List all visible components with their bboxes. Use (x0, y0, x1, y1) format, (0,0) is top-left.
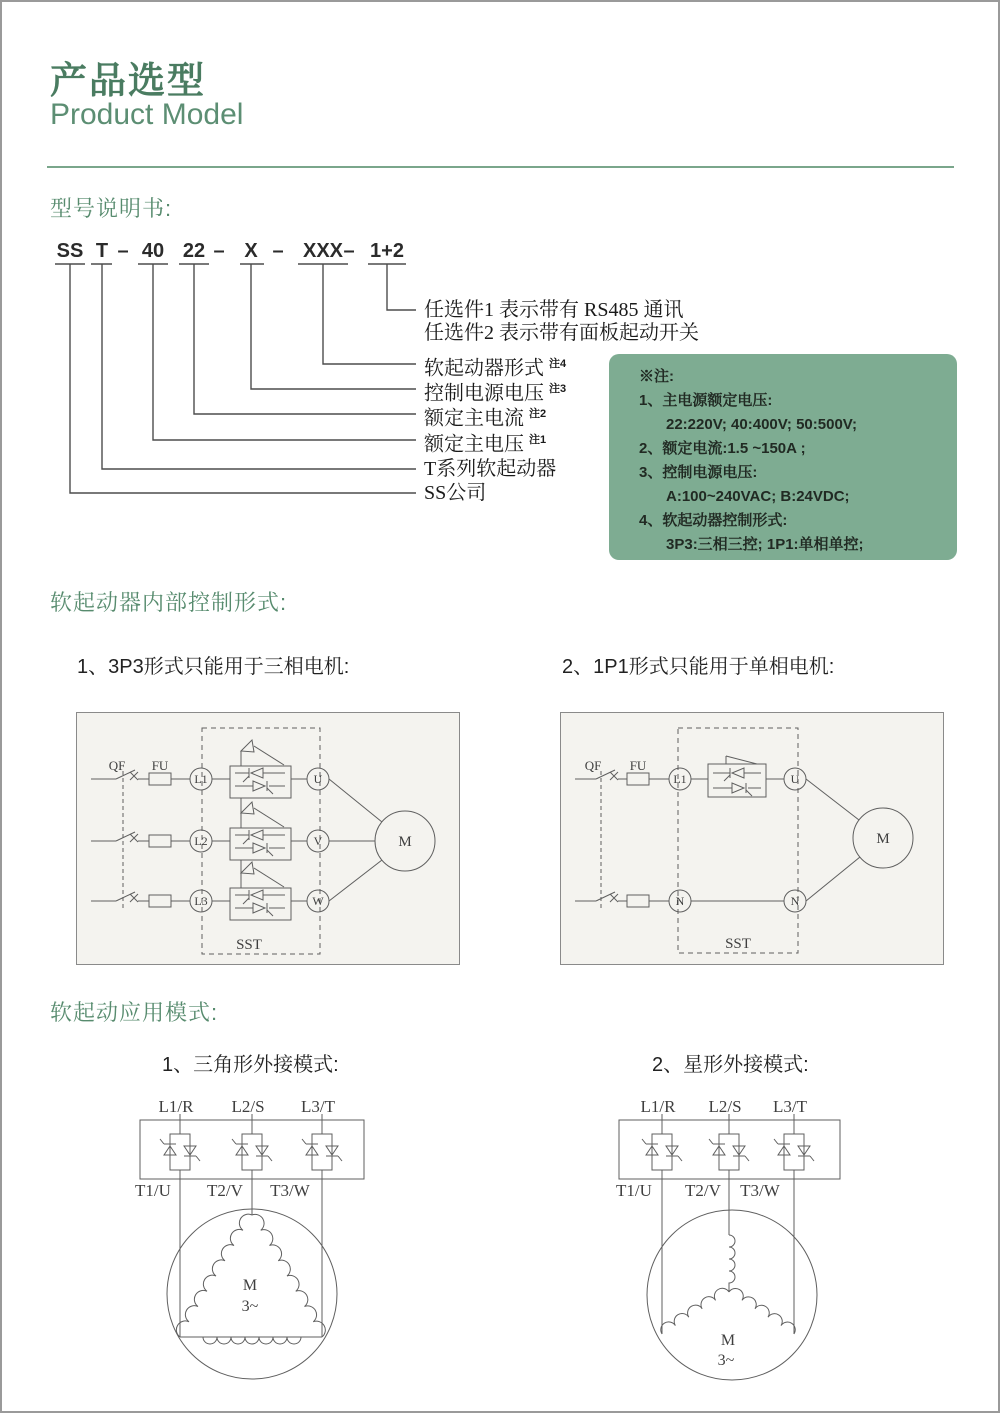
notes-box (609, 354, 957, 560)
code-seg-dash2: – (213, 240, 225, 262)
callout-rated-current-text: 额定主电流 (424, 407, 524, 430)
terminal-l3t: L3/T (301, 1097, 335, 1116)
motor-label: M (876, 831, 890, 847)
code-seg-series: T (95, 240, 109, 262)
terminal-l3t: L3/T (773, 1097, 807, 1116)
code-seg-current: 22 (182, 240, 206, 262)
motor-label: M (242, 1277, 258, 1294)
input-terminal-n: N (675, 894, 685, 908)
callout-t-series (424, 457, 556, 481)
callout-starter-form (424, 352, 567, 380)
input-terminal-l2: L2 (194, 834, 208, 848)
motor-label: M (720, 1332, 736, 1349)
code-seg-options: 1+2 (370, 240, 404, 262)
code-seg-dash3: – (272, 240, 284, 262)
callout-rated-voltage-text: 额定主电压 (424, 433, 524, 456)
breaker-label: QF (108, 758, 126, 773)
circuit-panel-1p1 (560, 712, 944, 965)
circuit-3p3 (77, 713, 457, 962)
code-seg-dash4: – (343, 240, 355, 262)
caption-star: 2、星形外接模式: (652, 1054, 809, 1076)
model-spec-heading: 型号说明书: (50, 196, 173, 221)
application-mode-heading: 软起动应用模式: (50, 1000, 219, 1025)
terminal-t2v: T2/V (685, 1181, 721, 1200)
page-subtitle: Product Model (50, 98, 244, 131)
page-title: 产品选型 (50, 60, 206, 101)
callout-option2-text: 任选件2 表示带有面板起动开关 (424, 322, 699, 344)
note-line-2: 22:220V; 40:400V; 50:500V; (666, 416, 857, 433)
header-divider (47, 166, 954, 168)
terminal-t3w: T3/W (740, 1181, 780, 1200)
caption-delta: 1、三角形外接模式: (162, 1054, 339, 1076)
breaker-label: QF (584, 758, 602, 773)
terminal-t3w: T3/W (270, 1181, 310, 1200)
note-line-4: 3、控制电源电压: (639, 464, 758, 481)
motor-phase-label: 3~ (241, 1298, 259, 1315)
callout-note1: 注1 (529, 434, 547, 446)
note-line-3: 2、额定电流:1.5 ~150A ; (639, 440, 806, 457)
callout-option1-text: 任选件1 表示带有 RS485 通讯 (424, 299, 684, 321)
callout-rated-current (424, 402, 547, 430)
callout-company-text: SS公司 (424, 482, 487, 504)
callout-option1 (424, 298, 683, 322)
sst-box-label: SST (725, 936, 751, 952)
callout-starter-form-text: 软起动器形式 (424, 357, 544, 380)
input-terminal-l1: L1 (194, 772, 208, 786)
code-seg-dash1: – (117, 240, 129, 262)
terminal-l2s: L2/S (708, 1097, 742, 1116)
callout-t-series-text: T系列软起动器 (424, 458, 557, 480)
caption-3p3: 1、3P3形式只能用于三相电机: (77, 656, 350, 678)
callout-note2: 注2 (529, 408, 547, 420)
caption-1p1: 2、1P1形式只能用于单相电机: (562, 656, 835, 678)
code-seg-form: XXX (302, 240, 344, 262)
code-seg-control: X (244, 240, 258, 262)
callout-control-voltage (424, 377, 567, 405)
callout-option2 (424, 321, 699, 345)
callout-note4: 注4 (549, 358, 567, 370)
delta-connection-diagram (102, 1082, 422, 1413)
note-line-7: 3P3:三相三控; 1P1:单相单控; (666, 536, 864, 553)
fuse-label: FU (151, 758, 169, 773)
code-seg-company: SS (56, 240, 84, 262)
note-line-1: 1、主电源额定电压: (639, 392, 773, 409)
code-seg-voltage: 40 (141, 240, 165, 262)
output-terminal-u: U (790, 772, 800, 786)
output-terminal-v: V (313, 834, 323, 848)
terminal-l1r: L1/R (158, 1097, 194, 1116)
motor-phase-label: 3~ (717, 1352, 735, 1369)
input-terminal-l3: L3 (194, 894, 208, 908)
callout-control-voltage-text: 控制电源电压 (424, 382, 544, 405)
callout-rated-voltage (424, 428, 547, 456)
output-terminal-n: N (790, 894, 800, 908)
sst-box-label: SST (236, 937, 262, 953)
terminal-t1u: T1/U (616, 1181, 652, 1200)
circuit-panel-3p3 (76, 712, 460, 965)
note-title: ※注: (639, 368, 674, 385)
callout-note3: 注3 (549, 383, 567, 395)
circuit-1p1 (561, 713, 941, 962)
star-diagram-svg (582, 1082, 902, 1413)
note-line-5: A:100~240VAC; B:24VDC; (666, 488, 850, 505)
terminal-l2s: L2/S (231, 1097, 265, 1116)
terminal-t2v: T2/V (207, 1181, 243, 1200)
callout-company (424, 481, 486, 505)
terminal-l1r: L1/R (640, 1097, 676, 1116)
fuse-label: FU (629, 758, 647, 773)
motor-label: M (398, 834, 412, 850)
delta-diagram-svg (102, 1082, 422, 1413)
star-connection-diagram (582, 1082, 902, 1413)
input-terminal-l1: L1 (673, 772, 687, 786)
terminal-t1u: T1/U (135, 1181, 171, 1200)
output-terminal-u: U (313, 772, 323, 786)
internal-control-heading: 软起动器内部控制形式: (50, 590, 288, 615)
note-line-6: 4、软起动器控制形式: (639, 512, 788, 529)
output-terminal-w: W (312, 894, 324, 908)
